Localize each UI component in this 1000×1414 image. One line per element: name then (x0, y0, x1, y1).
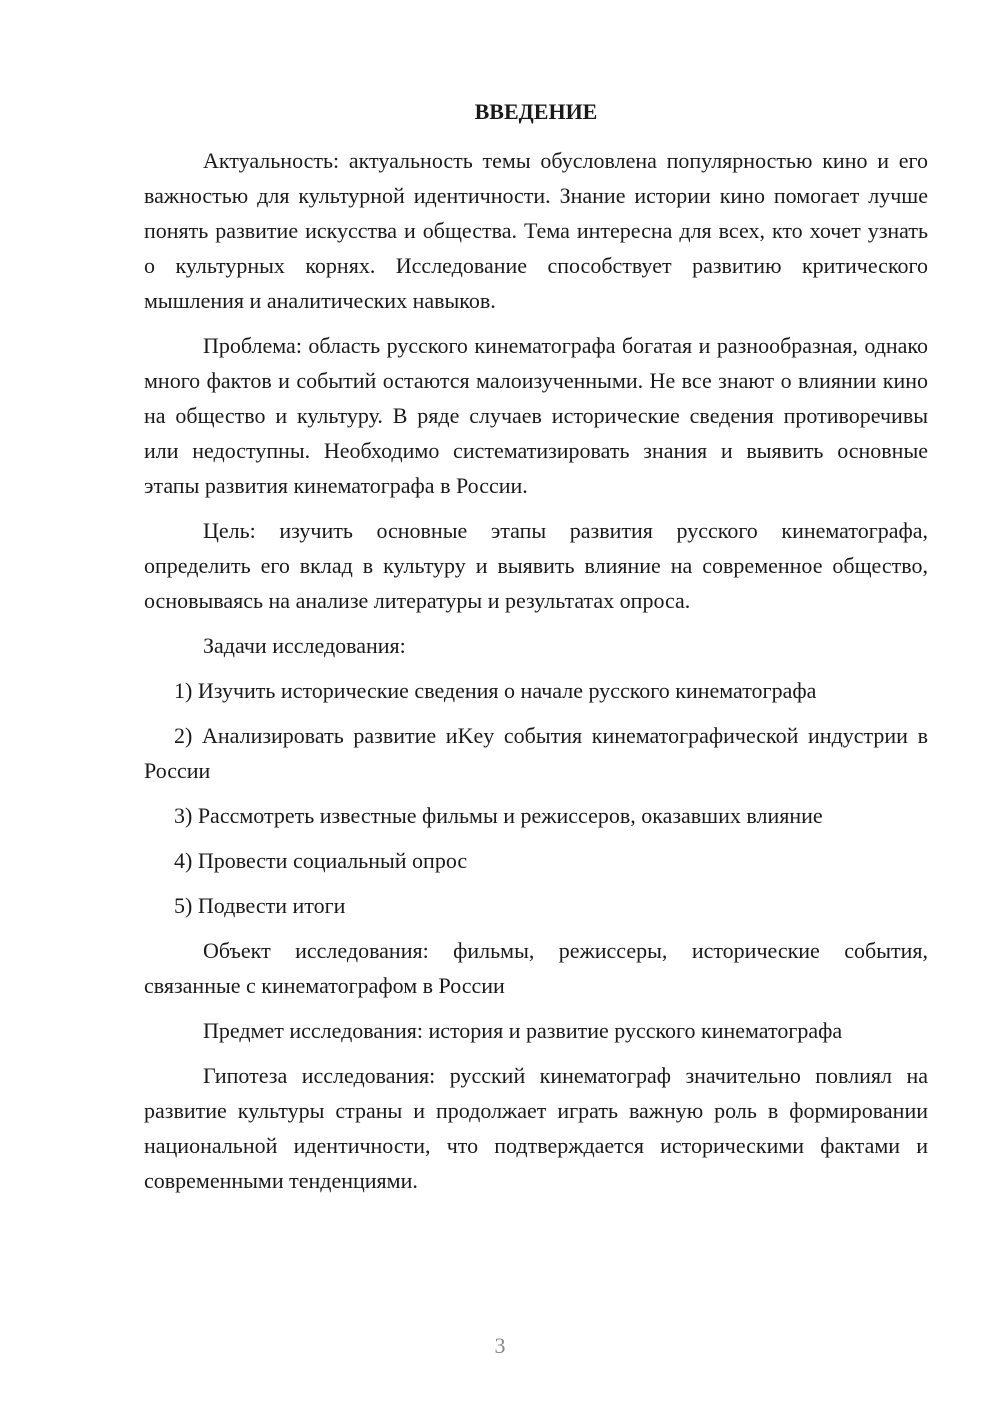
task-item-4: 4) Провести социальный опрос (174, 848, 468, 873)
section-title: ВВЕДЕНИЕ (474, 99, 598, 124)
page-content (144, 94, 928, 1208)
paragraph-relevance: Актуальность: актуальность темы обусловлена популярностью кино и его важностью для культурной идентичности. Знание истории кино помогает лучше понять развитие искусства и общества. Тема интересна для всех, кто хочет узнать о культурных корнях. Исследование способствует развитию критического мышления и аналитических навыков. (144, 148, 928, 313)
paragraph-problem: Проблема: область русского кинематографа богатая и разнообразная, однако много фактов и событий остаются малоизученными. Не все знают о влиянии кино на общество и культуру. В ряде случаев исторические сведения противоречивы или недоступны. Необходимо систематизировать знания и выявить основные этапы развития кинематографа в России. (144, 333, 928, 498)
task-item-1: 1) Изучить исторические сведения о начале русского кинематографа (174, 678, 817, 703)
task-item-2: 2) Анализировать развитие иKey события кинематографической индустрии в России (144, 723, 928, 783)
page-number: 3 (494, 1333, 506, 1358)
task-item-3: 3) Рассмотреть известные фильмы и режиссеров, оказавших влияние (174, 803, 823, 828)
paragraph-goal: Цель: изучить основные этапы развития русского кинематографа, определить его вклад в культуру и выявить влияние на современное общество, основываясь на анализе литературы и результатах опроса. (144, 518, 928, 613)
task-item-5: 5) Подвести итоги (174, 893, 346, 918)
paragraph-subject: Предмет исследования: история и развитие русского кинематографа (203, 1018, 843, 1043)
tasks-heading: Задачи исследования: (203, 633, 406, 658)
paragraph-object: Объект исследования: фильмы, режиссеры, исторические события, связанные с кинематографом в России (144, 938, 928, 998)
paragraph-hypothesis: Гипотеза исследования: русский кинематограф значительно повлиял на развитие культуры страны и продолжает играть важную роль в формировании национальной идентичности, что подтверждается историческими фактами и современными тенденциями. (144, 1063, 928, 1193)
